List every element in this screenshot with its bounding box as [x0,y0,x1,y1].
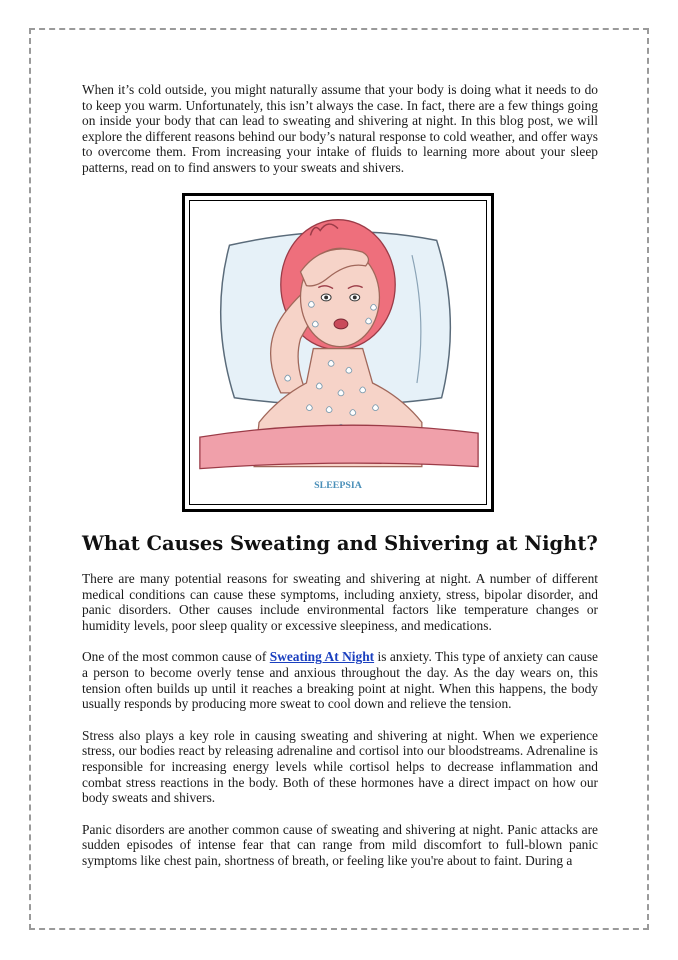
paragraph-anxiety [82,649,598,711]
blanket [200,425,478,468]
section-body [82,571,598,885]
paragraph-causes: There are many potential reasons for sweating and shivering at night. A number of different medical conditions can cause these symptoms, including anxiety, stress, bipolar disorder, and panic disorders. Other causes include environmental factors like temperature changes or humidity levels, poor sleep quality or excessive sleepiness, and medications. [82,571,598,633]
sweating-at-night-link[interactable]: Sweating At Night [269,649,375,665]
mouth [334,319,348,329]
paragraph-anxiety-lead: One of the most common cause of [82,649,270,665]
intro-paragraph: When it’s cold outside, you might naturally assume that your body is doing what it needs to do to keep you warm. Unfortunately, this isn’t always the case. In fact, there are a few things going on inside your body that can lead to sweating and shivering at night. In this blog post, we will explore the different reasons behind our body’s natural response to cold weather, and offer ways to overcome them. From increasing your intake of fluids to learning more about your sleep patterns, read on to find answers to your sweats and shivers. [82,82,598,175]
sweating-woman-illustration [190,201,486,504]
intro-block [82,82,598,194]
sleepsia-logo: SLEEPSIA [314,480,362,492]
paragraph-anxiety-rest: is anxiety. This type of anxiety can cause a person to become overly tense and anxious throughout the day. As the day wears on, this tension often builds up until it reaches a breaking point at night. When this happens, the body usually responds by producing more sweat to cool down and relieve the tension. [82,649,599,712]
paragraph-stress: Stress also plays a key role in causing sweating and shivering at night. When we experience stress, our bodies react by releasing adrenaline and cortisol into our bloodstreams. Adrenaline is responsible for increasing energy levels while cortisol helps to decrease inflammation and combat stress reactions in the body. Both of these hormones have a direct impact on how our body sweats and shivers. [82,727,598,806]
illustration [189,200,487,505]
paragraph-panic: Panic disorders are another common cause of sweating and shivering at night. Panic attacks are sudden episodes of intense fear that can range from mild discomfort to full-blown panic symptoms like chest pain, shortness of breath, or feeling like you're about to faint. During a [82,821,598,868]
section-heading: What Causes Sweating and Shivering at Night? [82,532,598,555]
illustration-frame [182,193,494,512]
